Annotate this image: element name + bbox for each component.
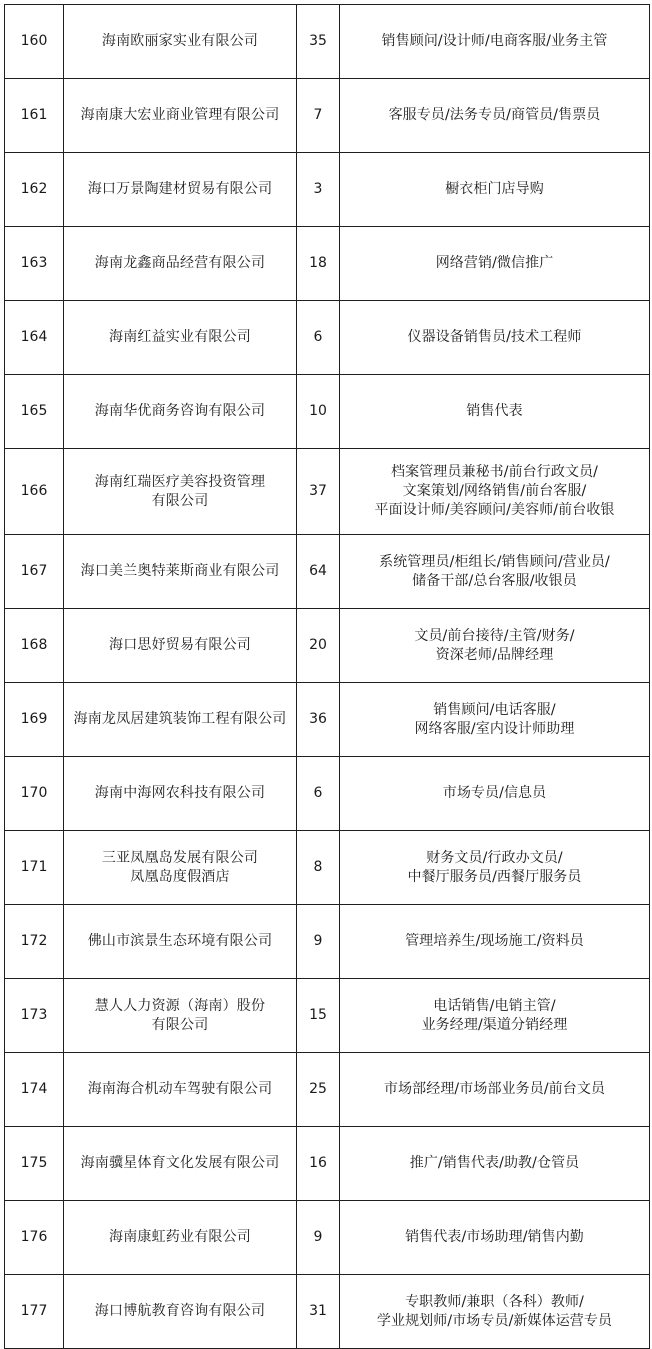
positions-cell xyxy=(340,683,650,757)
company-cell xyxy=(64,449,297,535)
positions-line: 网络客服/室内设计师助理 xyxy=(414,720,575,737)
positions-cell xyxy=(340,1053,650,1127)
positions-line: 财务文员/行政办文员/ xyxy=(426,849,563,866)
table-row xyxy=(5,1127,650,1201)
row-number-cell xyxy=(5,831,64,905)
row-number: 173 xyxy=(20,1007,48,1023)
positions-line: 仪器设备销售员/技术工程师 xyxy=(407,329,582,345)
table-row xyxy=(5,301,650,375)
headcount: 6 xyxy=(313,329,323,345)
positions-cell xyxy=(340,1127,650,1201)
table-row xyxy=(5,535,650,609)
positions-line: 市场专员/信息员 xyxy=(442,785,547,801)
row-number: 176 xyxy=(20,1229,48,1245)
table-row xyxy=(5,1275,650,1349)
row-number: 165 xyxy=(20,403,48,419)
headcount-cell xyxy=(297,1053,340,1127)
row-number-cell xyxy=(5,1127,64,1201)
headcount: 6 xyxy=(313,785,323,801)
row-number: 169 xyxy=(20,711,48,727)
company-cell xyxy=(64,905,297,979)
row-number-cell xyxy=(5,375,64,449)
company-name-line: 海南海合机动车驾驶有限公司 xyxy=(87,1081,273,1097)
positions-line: 市场部经理/市场部业务员/前台文员 xyxy=(383,1081,606,1097)
company-cell xyxy=(64,1053,297,1127)
positions-cell xyxy=(340,609,650,683)
headcount-cell xyxy=(297,1275,340,1349)
company-name-line: 慧人人力资源（海南）股份 xyxy=(94,997,266,1014)
company-name-line: 凤凰岛度假酒店 xyxy=(130,868,230,885)
company-name-line: 佛山市滨景生态环境有限公司 xyxy=(87,933,273,949)
company-cell xyxy=(64,227,297,301)
table-row xyxy=(5,1201,650,1275)
positions-line: 电话销售/电销主管/ xyxy=(433,997,556,1014)
row-number-cell xyxy=(5,153,64,227)
table-row xyxy=(5,375,650,449)
company-cell xyxy=(64,535,297,609)
positions-line: 文员/前台接待/主管/财务/ xyxy=(414,627,575,644)
headcount: 25 xyxy=(309,1081,327,1097)
row-number: 164 xyxy=(20,329,48,345)
positions-cell xyxy=(340,301,650,375)
company-name-line: 三亚凤凰岛发展有限公司 xyxy=(101,849,259,866)
headcount-cell xyxy=(297,153,340,227)
positions-line: 业务经理/渠道分销经理 xyxy=(421,1016,568,1033)
positions-line: 客服专员/法务专员/商管员/售票员 xyxy=(388,107,601,123)
positions-cell xyxy=(340,905,650,979)
table-row xyxy=(5,449,650,535)
company-cell xyxy=(64,301,297,375)
positions-line: 资深老师/品牌经理 xyxy=(435,646,554,663)
headcount-cell xyxy=(297,609,340,683)
positions-cell xyxy=(340,535,650,609)
headcount: 36 xyxy=(309,711,327,727)
positions-cell xyxy=(340,757,650,831)
headcount-cell xyxy=(297,683,340,757)
row-number-cell xyxy=(5,1053,64,1127)
headcount-cell xyxy=(297,375,340,449)
company-name-line: 海南红瑞医疗美容投资管理 xyxy=(94,473,266,490)
company-cell xyxy=(64,79,297,153)
headcount-cell xyxy=(297,227,340,301)
positions-line: 销售代表/市场助理/销售内勤 xyxy=(405,1229,584,1245)
company-name-line: 有限公司 xyxy=(151,1016,209,1033)
company-cell xyxy=(64,1127,297,1201)
headcount: 9 xyxy=(313,1229,323,1245)
headcount: 64 xyxy=(309,563,327,579)
headcount: 15 xyxy=(309,1007,327,1023)
table-body xyxy=(5,5,650,1349)
table-row xyxy=(5,1053,650,1127)
headcount-cell xyxy=(297,5,340,79)
row-number: 170 xyxy=(20,785,48,801)
table-row xyxy=(5,757,650,831)
row-number-cell xyxy=(5,227,64,301)
company-cell xyxy=(64,1201,297,1275)
company-name-line: 海南康大宏业商业管理有限公司 xyxy=(80,107,280,123)
row-number: 163 xyxy=(20,255,48,271)
positions-line: 销售代表 xyxy=(466,403,523,419)
row-number: 177 xyxy=(20,1303,48,1319)
positions-cell xyxy=(340,1201,650,1275)
headcount: 35 xyxy=(309,33,327,49)
table-row xyxy=(5,683,650,757)
company-name-line: 海口思妤贸易有限公司 xyxy=(109,637,251,653)
headcount: 16 xyxy=(309,1155,327,1171)
row-number: 166 xyxy=(20,483,48,499)
table-row xyxy=(5,831,650,905)
company-cell xyxy=(64,757,297,831)
headcount: 9 xyxy=(313,933,323,949)
company-name-line: 海南龙鑫商品经营有限公司 xyxy=(94,255,266,271)
table-row xyxy=(5,609,650,683)
headcount-cell xyxy=(297,535,340,609)
headcount-cell xyxy=(297,1127,340,1201)
positions-line: 储备干部/总台客服/收银员 xyxy=(412,572,577,589)
positions-cell xyxy=(340,79,650,153)
headcount: 18 xyxy=(309,255,327,271)
company-name-line: 海口博航教育咨询有限公司 xyxy=(94,1303,266,1319)
company-cell xyxy=(64,1275,297,1349)
positions-line: 网络营销/微信推广 xyxy=(435,255,554,271)
row-number: 160 xyxy=(20,33,48,49)
row-number-cell xyxy=(5,449,64,535)
company-cell xyxy=(64,979,297,1053)
row-number-cell xyxy=(5,609,64,683)
positions-line: 专职教师/兼职（各科）教师/ xyxy=(405,1293,584,1310)
row-number-cell xyxy=(5,683,64,757)
job-listing-table xyxy=(4,4,650,1349)
row-number-cell xyxy=(5,1201,64,1275)
company-cell xyxy=(64,5,297,79)
company-cell xyxy=(64,153,297,227)
headcount: 10 xyxy=(309,403,327,419)
headcount: 8 xyxy=(313,859,323,875)
row-number: 174 xyxy=(20,1081,48,1097)
row-number-cell xyxy=(5,5,64,79)
positions-cell xyxy=(340,227,650,301)
headcount: 37 xyxy=(309,483,327,499)
positions-line: 档案管理员兼秘书/前台行政文员/ xyxy=(390,464,599,480)
row-number-cell xyxy=(5,905,64,979)
positions-cell xyxy=(340,831,650,905)
row-number: 171 xyxy=(20,859,48,875)
positions-line: 平面设计师/美容顾问/美容师/前台收银 xyxy=(374,502,615,518)
row-number: 167 xyxy=(20,563,48,579)
company-cell xyxy=(64,609,297,683)
headcount: 31 xyxy=(309,1303,327,1319)
table-row xyxy=(5,153,650,227)
headcount-cell xyxy=(297,831,340,905)
row-number-cell xyxy=(5,301,64,375)
company-name-line: 海南中海网农科技有限公司 xyxy=(94,785,266,801)
headcount-cell xyxy=(297,979,340,1053)
positions-line: 推广/销售代表/助教/仓管员 xyxy=(409,1155,580,1171)
positions-cell xyxy=(340,375,650,449)
headcount: 20 xyxy=(309,637,327,653)
row-number-cell xyxy=(5,979,64,1053)
table-row xyxy=(5,79,650,153)
positions-line: 销售顾问/电话客服/ xyxy=(433,701,556,718)
company-cell xyxy=(64,375,297,449)
headcount-cell xyxy=(297,905,340,979)
row-number-cell xyxy=(5,79,64,153)
positions-line: 销售顾问/设计师/电商客服/业务主管 xyxy=(381,33,608,49)
row-number: 161 xyxy=(20,107,48,123)
table-row xyxy=(5,979,650,1053)
company-name-line: 海口万景陶建材贸易有限公司 xyxy=(87,181,273,197)
row-number: 175 xyxy=(20,1155,48,1171)
headcount-cell xyxy=(297,1201,340,1275)
table-row xyxy=(5,905,650,979)
positions-line: 系统管理员/柜组长/销售顾问/营业员/ xyxy=(379,553,610,570)
row-number-cell xyxy=(5,757,64,831)
company-name-line: 海南欧丽家实业有限公司 xyxy=(101,33,259,49)
positions-line: 橱衣柜门店导购 xyxy=(445,181,544,197)
row-number-cell xyxy=(5,535,64,609)
company-name-line: 海南骥星体育文化发展有限公司 xyxy=(80,1155,280,1171)
positions-line: 学业规划师/市场专员/新媒体运营专员 xyxy=(376,1312,613,1329)
positions-cell xyxy=(340,5,650,79)
positions-cell xyxy=(340,1275,650,1349)
table-row xyxy=(5,5,650,79)
positions-cell xyxy=(340,449,650,535)
headcount: 7 xyxy=(313,107,323,123)
headcount-cell xyxy=(297,757,340,831)
company-name-line: 海南康虹药业有限公司 xyxy=(109,1229,251,1245)
company-name-line: 海南华优商务咨询有限公司 xyxy=(94,403,266,419)
positions-line: 中餐厅服务员/西餐厅服务员 xyxy=(407,868,582,885)
positions-cell xyxy=(340,153,650,227)
headcount-cell xyxy=(297,449,340,535)
positions-line: 管理培养生/现场施工/资料员 xyxy=(405,933,584,949)
positions-line: 文案策划/网络销售/前台客服/ xyxy=(402,483,587,499)
company-name-line: 海南红益实业有限公司 xyxy=(109,329,251,345)
headcount-cell xyxy=(297,301,340,375)
company-name-line: 海南龙凤居建筑装饰工程有限公司 xyxy=(73,711,287,727)
company-cell xyxy=(64,683,297,757)
company-name-line: 有限公司 xyxy=(151,492,209,509)
positions-cell xyxy=(340,979,650,1053)
headcount-cell xyxy=(297,79,340,153)
row-number-cell xyxy=(5,1275,64,1349)
company-cell xyxy=(64,831,297,905)
table-row xyxy=(5,227,650,301)
company-name-line: 海口美兰奥特莱斯商业有限公司 xyxy=(80,563,280,579)
row-number: 162 xyxy=(20,181,48,197)
headcount: 3 xyxy=(313,181,323,197)
row-number: 172 xyxy=(20,933,48,949)
row-number: 168 xyxy=(20,637,48,653)
